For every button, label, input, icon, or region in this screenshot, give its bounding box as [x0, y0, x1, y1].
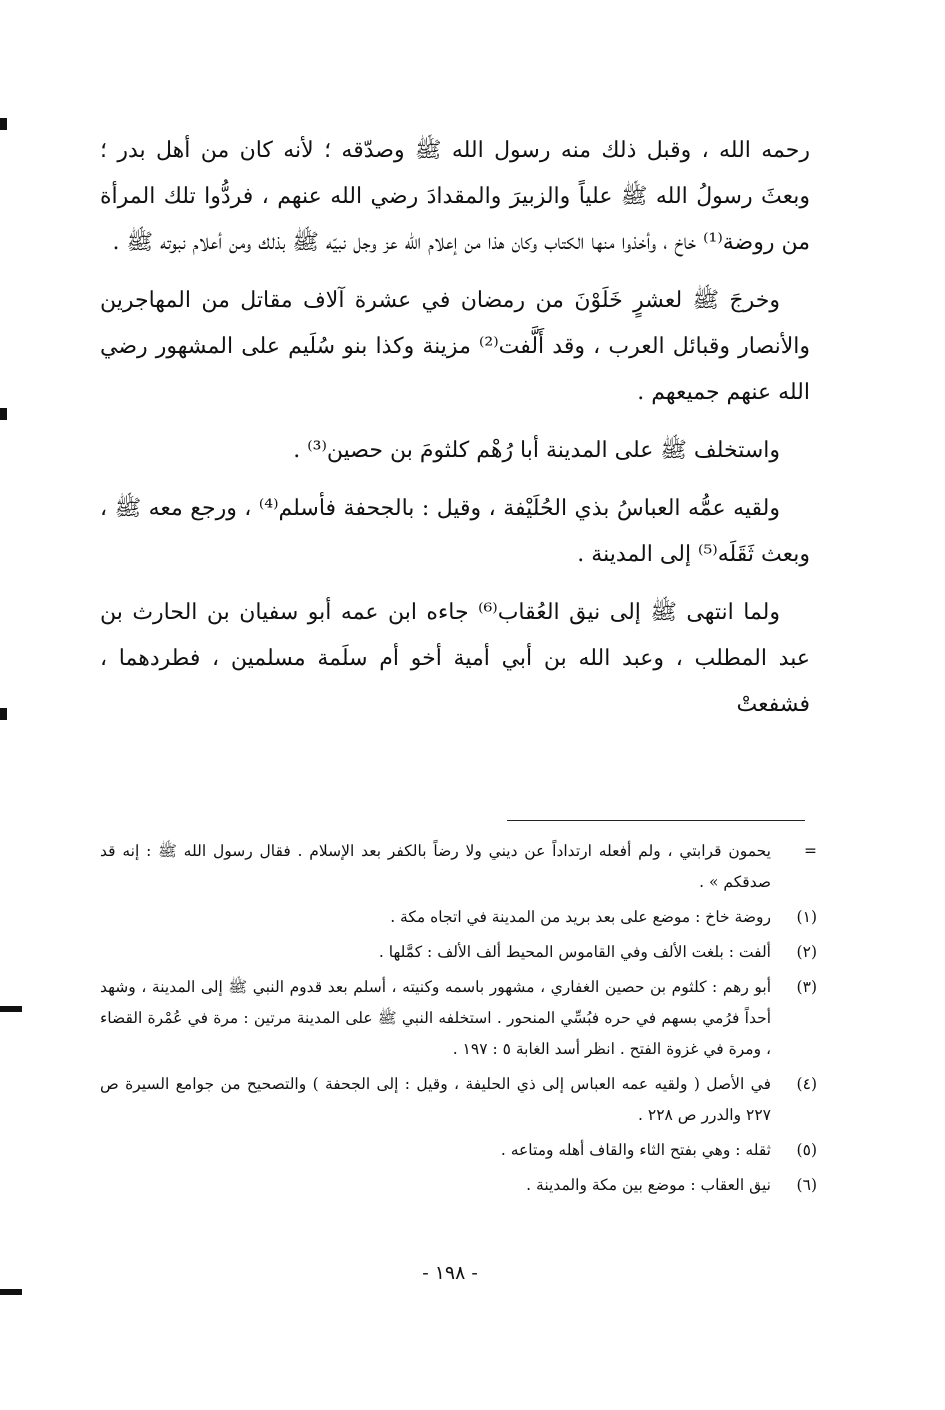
paragraph: رحمه الله ، وقبل ذلك منه رسول الله ﷺ وصدّقه ؛ لأنه كان من أهل بدر ؛ وبعثَ رسولُ الله ﷺ علياً والزبيرَ والمقدادَ رضي الله عنهم ، فردُّوا تلك المرأة من روضة⁽¹⁾ خاخ ، وأخذوا منها الكتاب وكان هذا من إعلام الله عز وجل نبيّه ﷺ بذلك ومن أعلام نبوته ﷺ . [100, 138, 810, 255]
paragraph: وخرجَ ﷺ لعشرٍ خَلَوْنَ من رمضان في عشرة آلاف مقاتل من المهاجرين والأنصار وقبائل العرب ، وقد أَلَّفت⁽²⁾ مزينة وكذا بنو سُلَيم على المشهور رضي الله عنهم جميعهم . [100, 288, 810, 405]
footnote-text: أبو رهم : كلثوم بن حصين الغفاري ، مشهور باسمه وكنيته ، أسلم بعد قدوم النبي ﷺ إلى المدينة ، وشهد أحداً فرُمي بسهم في حره فبُسِّي المنحور . استخلفه النبي ﷺ على المدينة مرتين : مرة في عُمْرة القضاء ، ومرة في غزوة الفتح . انظر أسد الغابة ٥ : ١٩٧ . [100, 978, 771, 1058]
footnote [100, 902, 825, 933]
footnote-marker: = [804, 842, 817, 860]
paragraph: واستخلف ﷺ على المدينة أبا رُهْم كلثومَ بن حصين⁽³⁾ . [293, 438, 780, 463]
footnote-marker: (١) [796, 908, 817, 926]
scan-edge-mark [0, 118, 7, 130]
scan-edge-mark [0, 708, 7, 720]
footnote [100, 1069, 825, 1131]
scan-edge-mark [0, 408, 7, 420]
paragraph: ولما انتهى ﷺ إلى نيق العُقاب⁽⁶⁾ جاءه ابن عمه أبو سفيان بن الحارث بن عبد المطلب ، وعبد الله بن أبي أمية أخو أم سلَمة مسلمين ، فطردهما ، فشفعتْ [100, 600, 810, 717]
scan-edge-mark [0, 1006, 22, 1012]
footnote [100, 937, 825, 968]
footnote-text: ثقله : وهي بفتح الثاء والقاف أهله ومتاعه . [500, 1141, 771, 1159]
footnote [100, 1170, 825, 1201]
footnote-marker: (٤) [796, 1075, 817, 1093]
paragraph: ولقيه عمُّه العباسُ بذي الحُلَيْفة ، وقيل : بالجحفة فأسلم⁽⁴⁾ ، ورجع معه ﷺ ، وبعث ثَقَلَه⁽⁵⁾ إلى المدينة . [100, 496, 810, 567]
footnote-marker: (٦) [796, 1176, 817, 1194]
footnote-text: يحمون قرابتي ، ولم أفعله ارتداداً عن ديني ولا رضاً بالكفر بعد الإسلام . فقال رسول الله ﷺ : إنه قد صدقكم » . [100, 842, 771, 891]
footnote-separator [507, 820, 805, 821]
footnote [100, 836, 825, 898]
footnote-marker: (٥) [796, 1141, 817, 1159]
footnote-text: في الأصل ( ولقيه عمه العباس إلى ذي الحليفة ، وقيل : إلى الجحفة ) والتصحيح من جوامع السيرة ص ٢٢٧ والدرر ص ٢٢٨ . [100, 1075, 771, 1124]
footnote [100, 1135, 825, 1166]
footnote-text: ألفت : بلغت الألف وفي القاموس المحيط ألف الألف : كمَّلها . [378, 943, 771, 961]
footnote [100, 972, 825, 1065]
footnotes [100, 836, 825, 1205]
footnote-marker: (٣) [796, 978, 817, 996]
footnote-text: روضة خاخ : موضع على بعد بريد من المدينة في اتجاه مكة . [390, 908, 771, 926]
scan-edge-mark [0, 1289, 22, 1295]
footnote-marker: (٢) [796, 943, 817, 961]
main-text [100, 128, 810, 740]
page-number: - ١٩٨ - [422, 1262, 478, 1284]
footnote-text: نيق العقاب : موضع بين مكة والمدينة . [526, 1176, 771, 1194]
